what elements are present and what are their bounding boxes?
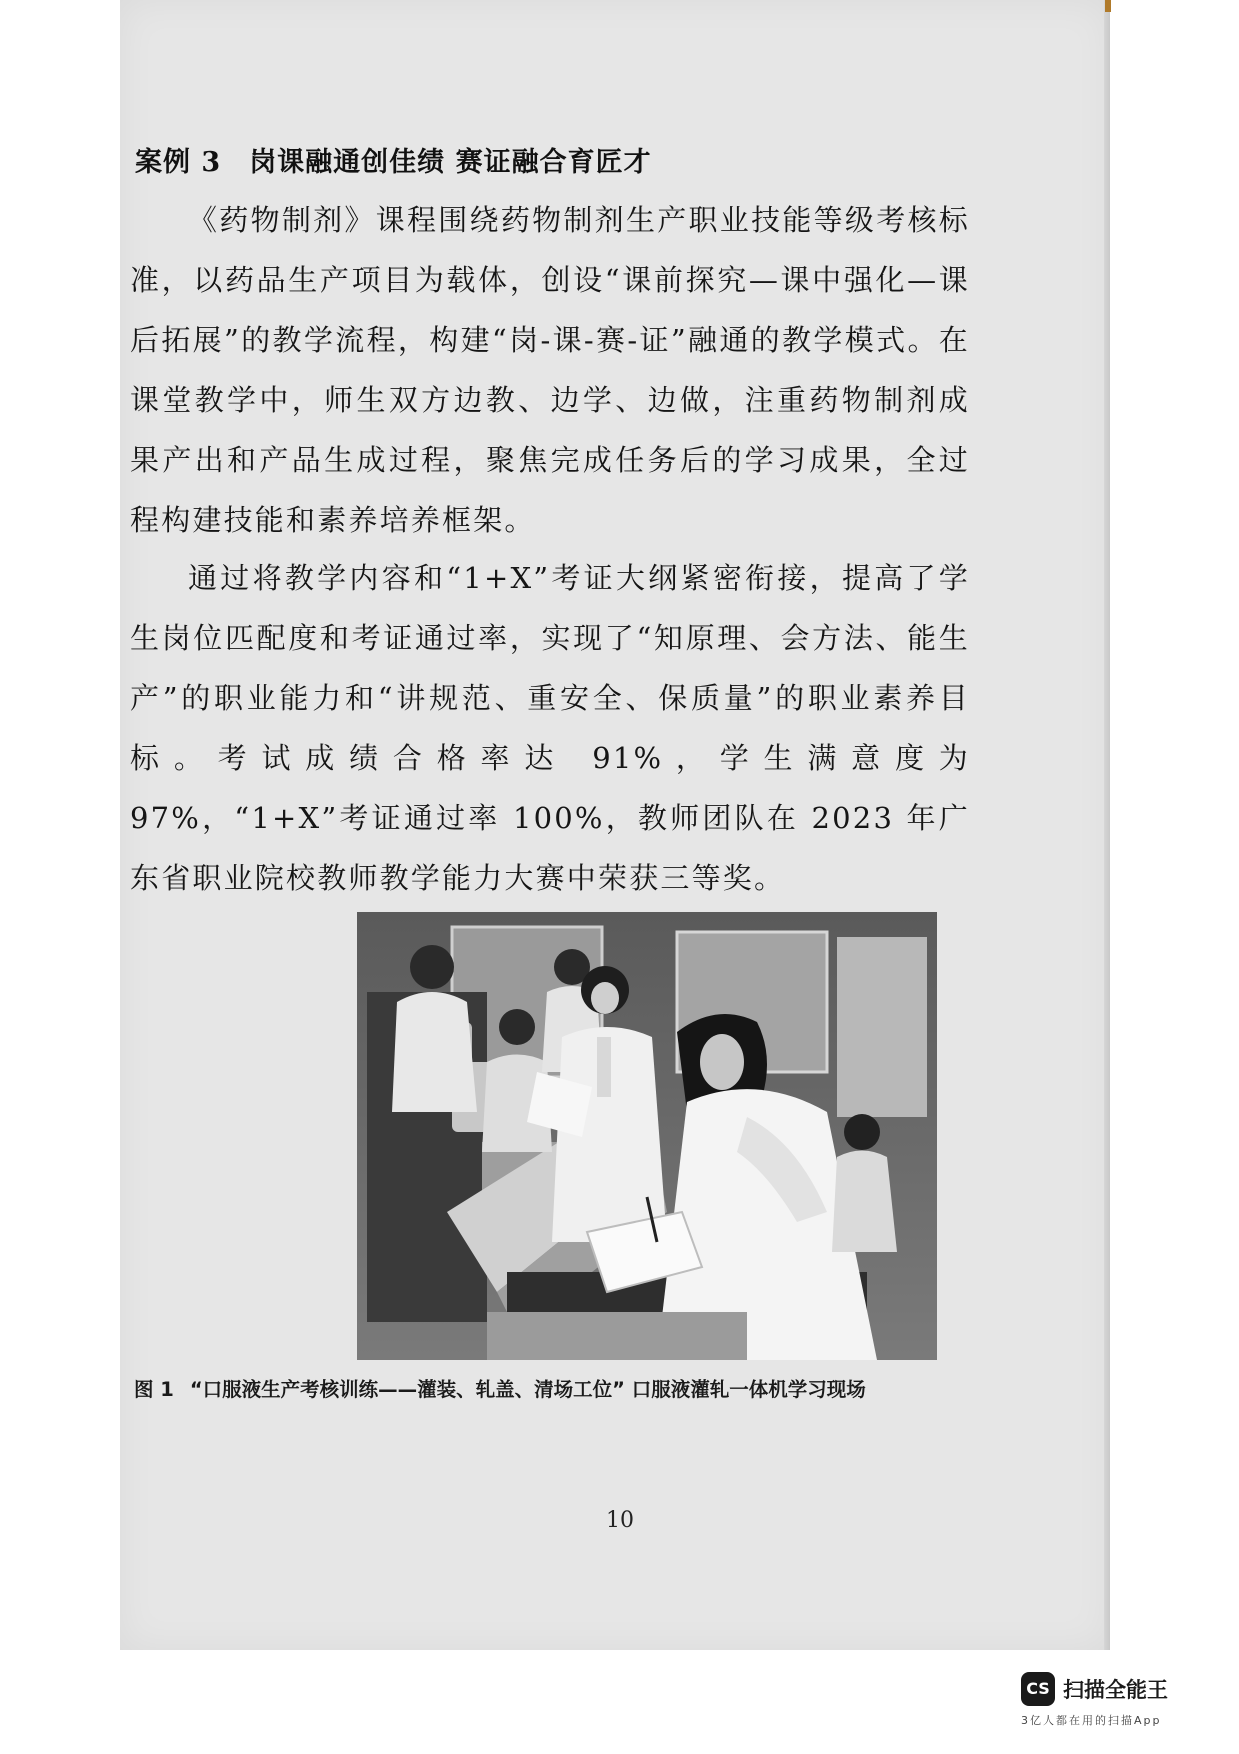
binding-mark <box>1105 0 1111 12</box>
lab-photo <box>357 912 937 1360</box>
case-number: 案例 3 <box>135 147 222 178</box>
paragraph-text: 《药物制剂》课程围绕药物制剂生产职业技能等级考核标准，以药品生产项目为载体，创设“课前探究—课中强化—课后拓展”的教学流程，构建“岗-课-赛-证”融通的教学模式。在课堂教学中，师生双方边教、边学、边做，注重药物制剂成果产出和产品生成过程，聚焦完成任务后的学习成果，全过程构建技能和素养培养框架。 <box>130 203 970 537</box>
watermark-tagline: 3亿人都在用的扫描App <box>1021 1714 1162 1727</box>
paragraph-2 <box>130 548 970 908</box>
figure-label: 图 1 <box>134 1378 174 1401</box>
figure-caption <box>134 1374 866 1402</box>
camscanner-logo-icon: CS <box>1021 1672 1055 1706</box>
paragraph-1 <box>130 190 970 550</box>
page-binding-edge <box>1104 0 1110 1650</box>
scanner-watermark <box>1021 1672 1211 1730</box>
lab-photo-illustration <box>357 912 937 1360</box>
watermark-app-name: 扫描全能王 <box>1063 1678 1168 1702</box>
case-title: 岗课融通创佳绩 赛证融合育匠才 <box>249 147 652 178</box>
page-number: 10 <box>606 1508 634 1533</box>
case-heading <box>135 140 652 179</box>
figure-caption-text: “口服液生产考核训练——灌装、轧盖、清场工位” 口服液灌轧一体机学习现场 <box>189 1378 866 1401</box>
paragraph-text: 通过将教学内容和“1+X”考证大纲紧密衔接，提高了学生岗位匹配度和考证通过率，实现了“知原理、会方法、能生产”的职业能力和“讲规范、重安全、保质量”的职业素养目标。考试成绩合格率达 91%，学生满意度为 97%，“1+X”考证通过率 100%，教师团队在 2023 年广东省职业院校教师教学能力大赛中荣获三等奖。 <box>130 561 970 895</box>
